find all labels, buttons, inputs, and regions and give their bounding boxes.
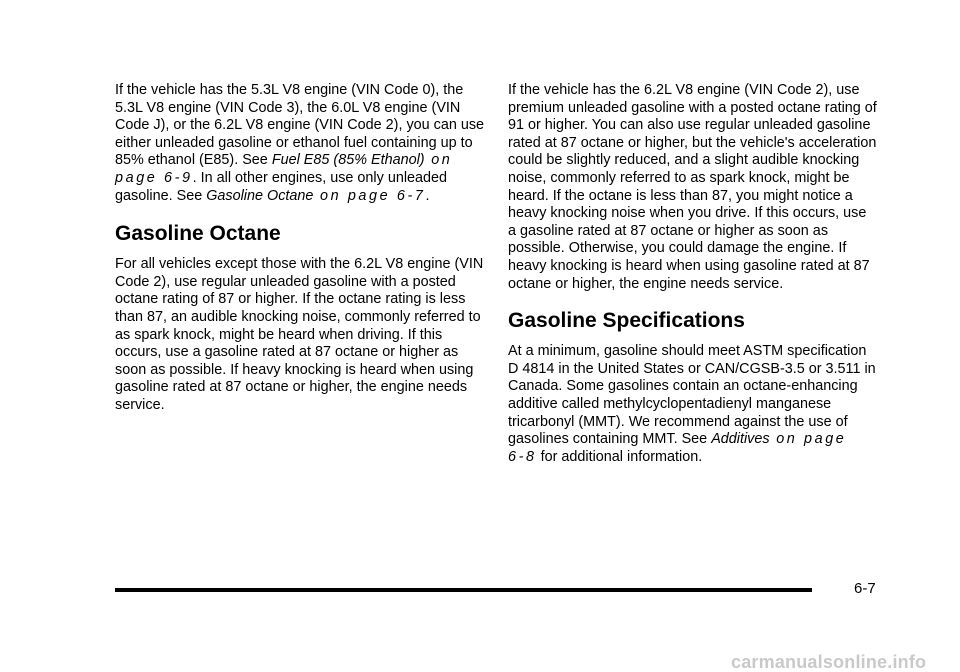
specs-text: At a minimum, gasoline should meet ASTM specification D 4814 in the United States or CAN/CGSB‑3.5 or 3.511 in Canada. Some gasolines contain an octane‑enhancing additive called methylcyclopentadienyl manganese tricarbonyl (MMT). We recommend against the use of gasolines containing MMT. See bbox=[508, 343, 876, 448]
fuel-intro-paragraph bbox=[115, 82, 485, 205]
intro-text: . bbox=[425, 187, 430, 204]
gasoline-octane-paragraph: For all vehicles except those with the 6.2L V8 engine (VIN Code 2), use regular unleaded gasoline with a posted octane rating of 87 or higher. If the octane rating is less than 87, an audible knocking noise, commonly referred to as spark knock, might be heard when driving. If this occurs, use a gasoline rated at 87 octane or higher as soon as possible. If heavy knocking is heard when using gasoline rated at 87 octane or higher, the engine needs service. bbox=[115, 256, 484, 413]
xref-title: Gasoline Octane bbox=[206, 187, 314, 204]
xref-title: Additives bbox=[711, 431, 770, 448]
gasoline-octane-heading: Gasoline Octane bbox=[115, 222, 281, 246]
xref-page: on page 6‑7 bbox=[313, 187, 426, 204]
intro-text: . In all other engines, use only unleaded gasoline. See bbox=[115, 169, 448, 204]
xref-title: Fuel E85 (85% Ethanol) bbox=[271, 152, 425, 169]
watermark: carmanualsonline.info bbox=[731, 652, 927, 672]
specs-text: for additional information. bbox=[536, 448, 703, 465]
xref-page: on page 6‑8 bbox=[508, 431, 847, 465]
xref-gasoline-octane-link[interactable] bbox=[206, 188, 425, 204]
intro-text: If the vehicle has the 5.3L V8 engine (VIN Code 0), the 5.3L V8 engine (VIN Code 3), the 6.0L V8 engine (VIN Code J), or the 6.2L V8 engine (VIN Code 2), you can use either unleaded gasoline or ethanol fuel containing up to 85% ethanol (E85). See bbox=[115, 82, 485, 169]
right-column bbox=[508, 82, 878, 466]
xref-page: on page 6‑9 bbox=[115, 152, 453, 186]
gasoline-specifications-paragraph bbox=[508, 343, 878, 466]
octane-62l-paragraph: If the vehicle has the 6.2L V8 engine (VIN Code 2), use premium unleaded gasoline with a posted octane rating of 91 or higher. You can also use regular unleaded gasoline rated at 87 octane or higher, but the vehicle's acceleration could be slightly reduced, and a slight audible knocking noise, commonly referred to as spark knock, might be heard. If the octane is less than 87, you might notice a heavy knocking noise when you drive. If this occurs, use a gasoline rated at 87 octane or higher as soon as possible. Otherwise, you could damage the engine. If heavy knocking is heard when using gasoline rated at 87 octane or higher, the engine needs service. bbox=[508, 82, 877, 292]
left-column bbox=[115, 82, 485, 415]
gasoline-specifications-heading: Gasoline Specifications bbox=[508, 309, 745, 333]
page-number: 6-7 bbox=[854, 580, 876, 597]
footer-rule bbox=[115, 588, 812, 592]
